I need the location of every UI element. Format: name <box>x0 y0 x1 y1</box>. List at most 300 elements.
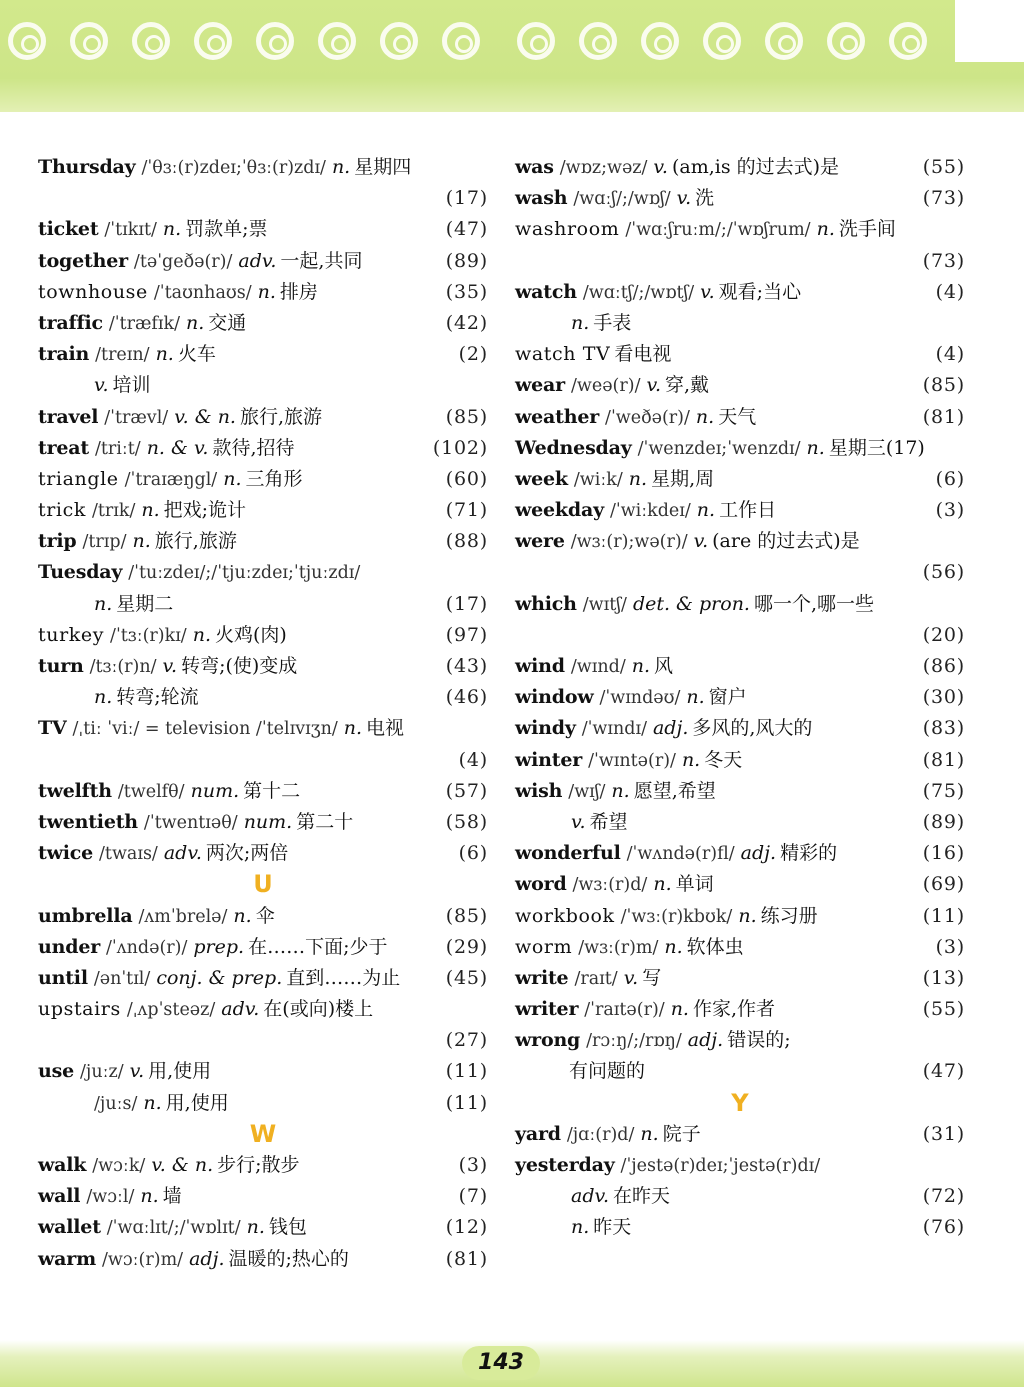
page-ref: (73) <box>922 187 965 210</box>
page-ref: (29) <box>445 935 488 958</box>
phonetic: /ˈtraɪæŋgl/ <box>124 469 218 490</box>
phonetic: /wiːk/ <box>573 469 623 490</box>
headword: use <box>38 1060 74 1083</box>
page-ref: (4) <box>935 343 965 366</box>
headword: Wednesday <box>515 436 632 459</box>
meaning: 星期三(17) <box>828 436 925 459</box>
meaning: 用,使用 <box>165 1091 229 1114</box>
meaning: 软体虫 <box>686 935 744 958</box>
headword: week <box>515 467 568 490</box>
headword: wish <box>515 779 563 802</box>
glossary-entry <box>38 1056 488 1087</box>
glossary-entry <box>38 838 488 869</box>
part-of-speech: n. <box>571 311 590 334</box>
meaning: 用,使用 <box>148 1060 212 1083</box>
part-of-speech: n. <box>246 1216 265 1239</box>
part-of-speech: n. <box>640 1122 659 1145</box>
headword: wind <box>515 655 565 677</box>
meaning: 手表 <box>593 311 632 334</box>
phonetic: /wɜː(r);wə(r)/ <box>570 532 688 553</box>
meaning: 昨天 <box>593 1216 632 1239</box>
part-of-speech: n. <box>94 592 113 615</box>
page-ref: (3) <box>935 499 965 522</box>
glossary-entry <box>38 214 488 245</box>
part-of-speech: n. <box>806 436 825 459</box>
glossary-entry <box>38 932 488 963</box>
phonetic: /ˈwɑːlɪt/;/ˈwɒlɪt/ <box>106 1218 241 1239</box>
header-corner <box>955 0 1024 62</box>
entry-continuation <box>515 246 965 277</box>
glossary-entry <box>38 495 488 526</box>
entry-continuation <box>515 308 965 339</box>
meaning: 温暖的;热心的 <box>228 1247 349 1270</box>
headword: turn <box>38 655 84 677</box>
part-of-speech: n. <box>628 467 648 490</box>
headword: townhouse <box>38 280 148 303</box>
glossary-entry <box>515 713 965 744</box>
glossary-entry <box>38 713 488 744</box>
page-ref: (2) <box>458 343 488 366</box>
phonetic: /ənˈtɪl/ <box>93 968 151 989</box>
part-of-speech: n. <box>343 717 363 740</box>
part-of-speech: adj. <box>740 842 777 865</box>
ring-icon <box>442 22 480 60</box>
part-of-speech: v. <box>676 187 692 210</box>
page-ref: (60) <box>445 467 488 490</box>
phonetic: /trɪp/ <box>82 532 127 553</box>
headword: watch <box>515 280 577 303</box>
phonetic: /wɪnd/ <box>570 657 626 677</box>
page-ref: (73) <box>922 249 965 272</box>
phonetic: /wɪʃ/ <box>568 781 606 802</box>
glossary-entry <box>38 402 488 433</box>
meaning: 愿望,希望 <box>633 779 716 802</box>
part-of-speech: n. <box>257 280 276 303</box>
headword: trip <box>38 530 77 553</box>
part-of-speech: num. <box>190 779 240 802</box>
page-ref: (81) <box>922 405 965 428</box>
part-of-speech: v. <box>162 655 178 677</box>
part-of-speech: n. <box>141 499 160 522</box>
glossary-entry <box>515 277 965 308</box>
part-of-speech: n. <box>696 499 716 522</box>
page-ref: (75) <box>922 779 965 802</box>
headword: walk <box>38 1154 87 1176</box>
part-of-speech: v. <box>653 156 668 178</box>
page-ref: (56) <box>922 561 965 584</box>
ring-icon <box>889 22 927 60</box>
phonetic: /ˈwiːkdeɪ/ <box>609 501 691 522</box>
part-of-speech: v. <box>94 374 109 397</box>
meaning: 洗 <box>695 187 715 210</box>
page-ref: (85) <box>445 904 488 927</box>
page-ref: (17) <box>445 592 488 615</box>
headword: windy <box>515 717 576 740</box>
entry-continuation <box>515 807 965 838</box>
headword: twice <box>38 842 94 865</box>
page-ref: (30) <box>922 686 965 709</box>
glossary-entry <box>515 1025 965 1056</box>
glossary-entry <box>515 464 965 495</box>
ring-icon <box>194 22 232 60</box>
glossary-entry <box>38 277 488 308</box>
headword: ticket <box>38 218 99 241</box>
meaning: 院子 <box>662 1122 701 1145</box>
headword: together <box>38 249 128 272</box>
meaning: 单词 <box>675 873 714 896</box>
section-letter: Y <box>731 1088 749 1117</box>
page-ref: (46) <box>445 686 488 709</box>
phonetic: /wɒz;wəz/ <box>559 158 648 178</box>
headword: winter <box>515 748 583 771</box>
meaning: 钱包 <box>268 1216 307 1239</box>
page-ref: (55) <box>922 156 965 178</box>
page-ref: (97) <box>445 623 488 646</box>
glossary-entry <box>515 1150 965 1181</box>
phonetic: /raɪt/ <box>574 968 618 989</box>
glossary-entry <box>515 963 965 994</box>
page-ref: (4) <box>458 748 488 771</box>
meaning: 步行;散步 <box>217 1154 300 1176</box>
part-of-speech: n. <box>611 779 630 802</box>
ring-icon <box>765 22 803 60</box>
meaning: 款待,招待 <box>212 436 295 459</box>
meaning: 旅行,旅游 <box>154 530 237 553</box>
part-of-speech: adv. <box>571 1185 610 1208</box>
headword: which <box>515 592 577 615</box>
phonetic: /tɜː(r)n/ <box>89 657 157 677</box>
phonetic: /ˈwɜː(r)kbʊk/ <box>620 906 733 927</box>
glossary-entry <box>38 651 488 682</box>
ring-icon <box>380 22 418 60</box>
glossary-entry <box>515 339 965 370</box>
glossary-entry <box>515 370 965 401</box>
page-ref: (12) <box>445 1216 488 1239</box>
section-letter: W <box>249 1119 277 1148</box>
meaning: 穿,戴 <box>665 374 710 397</box>
glossary-entry <box>38 994 488 1025</box>
page-number: 143 <box>462 1346 540 1380</box>
glossary-entry <box>38 620 488 651</box>
part-of-speech: n. <box>143 1091 162 1114</box>
meaning: 把戏;诡计 <box>163 499 247 522</box>
ring-icon <box>517 22 555 60</box>
meaning: 转弯;(使)变成 <box>181 655 298 677</box>
phonetic: /juːs/ <box>94 1093 138 1114</box>
phonetic: /ˌʌpˈsteəz/ <box>126 1000 216 1021</box>
headword: under <box>38 935 101 958</box>
phonetic: /trɪk/ <box>91 501 136 522</box>
headword: upstairs <box>38 998 121 1021</box>
headword: train <box>38 343 90 366</box>
page-ref: (81) <box>445 1247 488 1270</box>
phonetic: /təˈgeðə(r)/ <box>133 251 233 272</box>
part-of-speech: adv. <box>163 842 202 865</box>
meaning: 转弯;轮流 <box>116 686 199 709</box>
meaning: 窗户 <box>708 686 747 709</box>
phonetic: /weə(r)/ <box>570 376 641 397</box>
meaning: 火鸡(肉) <box>215 623 287 646</box>
page-ref: (13) <box>922 966 965 989</box>
phonetic: /ˈtɜː(r)kɪ/ <box>110 625 187 646</box>
headword: wrong <box>515 1029 581 1052</box>
page-ref: (6) <box>935 467 965 490</box>
phonetic: /wɔːl/ <box>86 1187 135 1208</box>
meaning: 电视 <box>366 717 405 740</box>
phonetic: /wɑːtʃ/;/wɒtʃ/ <box>582 282 695 303</box>
ring-icon <box>703 22 741 60</box>
phonetic: /ˌtiː ˈviː/ = television /ˈtelɪvɪʒn/ <box>72 719 338 740</box>
phonetic: /treɪn/ <box>95 345 150 366</box>
headword: window <box>515 686 594 709</box>
glossary-entry <box>515 183 965 214</box>
part-of-speech: adj. <box>687 1029 724 1052</box>
ring-icon <box>579 22 617 60</box>
meaning: 看电视 <box>614 343 672 366</box>
glossary-entry <box>515 152 965 183</box>
phonetic: /ˈʌndə(r)/ <box>106 937 188 958</box>
part-of-speech: adv. <box>221 998 260 1021</box>
part-of-speech: n. <box>192 623 211 646</box>
page-ref: (45) <box>445 966 488 989</box>
phonetic: /ˈweðə(r)/ <box>605 407 690 428</box>
glossary-entry <box>38 557 488 588</box>
meaning: 旅行,旅游 <box>239 405 323 428</box>
part-of-speech: v. & n. <box>174 405 236 428</box>
headword: wash <box>515 187 568 210</box>
meaning: 培训 <box>112 374 151 397</box>
ring-icon <box>8 22 46 60</box>
entry-continuation <box>515 1056 965 1087</box>
phonetic: /ˈwɪndɪ/ <box>581 719 647 740</box>
glossary-entry <box>38 901 488 932</box>
glossary-entry <box>515 869 965 900</box>
glossary-entry <box>515 745 965 776</box>
ring-icon <box>132 22 170 60</box>
headword: wear <box>515 374 565 397</box>
page-ref: (81) <box>922 748 965 771</box>
headword: Tuesday <box>38 561 123 584</box>
page-ref: (47) <box>445 218 488 241</box>
meaning: 两次;两倍 <box>205 842 289 865</box>
glossary-entry <box>515 495 965 526</box>
glossary-entry <box>515 651 965 682</box>
phonetic: /ˈjestə(r)deɪ;ˈjestə(r)dɪ/ <box>620 1156 821 1176</box>
glossary-entry <box>38 807 488 838</box>
phonetic: /wɜː(r)m/ <box>578 937 659 958</box>
entry-continuation <box>38 589 488 620</box>
headword: yesterday <box>515 1154 615 1176</box>
headword: treat <box>38 436 89 459</box>
headword: writer <box>515 998 579 1021</box>
entry-continuation <box>515 1212 965 1243</box>
glossary-entry <box>515 994 965 1025</box>
meaning: 三角形 <box>245 467 303 490</box>
headword: yard <box>515 1122 561 1145</box>
entry-continuation <box>515 620 965 651</box>
meaning: 工作日 <box>719 499 777 522</box>
headword: washroom <box>515 218 620 241</box>
headword: were <box>515 530 565 553</box>
headword: travel <box>38 405 99 428</box>
meaning: 作家,作者 <box>692 998 776 1021</box>
headword: weekday <box>515 499 604 522</box>
phonetic: /ˈtɪkɪt/ <box>104 220 157 241</box>
entry-continuation <box>515 557 965 588</box>
phonetic: /juːz/ <box>80 1062 124 1083</box>
phonetic: /jɑː(r)d/ <box>566 1124 635 1145</box>
ring-icon <box>256 22 294 60</box>
meaning: 星期二 <box>116 592 174 615</box>
part-of-speech: n. <box>664 935 683 958</box>
headword: twelfth <box>38 779 112 802</box>
part-of-speech: n. <box>185 311 205 334</box>
part-of-speech: n. <box>816 218 835 241</box>
meaning: 有问题的 <box>569 1060 646 1083</box>
headword: warm <box>38 1247 96 1270</box>
headword: until <box>38 966 88 989</box>
phonetic: /twaɪs/ <box>99 844 158 865</box>
glossary-entry <box>38 1212 488 1243</box>
headword: twentieth <box>38 810 138 833</box>
glossary-entry <box>515 402 965 433</box>
glossary-entry <box>38 1244 488 1275</box>
glossary-entry <box>38 433 488 464</box>
page-ref: (86) <box>922 655 965 677</box>
phonetic: /ˈwɑːʃruːm/;/ˈwɒʃrum/ <box>625 220 811 241</box>
page-ref: (42) <box>445 311 488 334</box>
meaning: 风 <box>654 655 674 677</box>
part-of-speech: v. & n. <box>151 1154 214 1176</box>
glossary-entry <box>515 589 965 620</box>
part-of-speech: n. <box>233 904 252 927</box>
part-of-speech: n. <box>162 218 182 241</box>
entry-continuation <box>38 745 488 776</box>
glossary-entry <box>38 152 488 183</box>
phonetic: /wɔː(r)m/ <box>101 1249 184 1270</box>
page-ref: (27) <box>445 1029 488 1052</box>
meaning: 罚款单;票 <box>185 218 268 241</box>
headword: turkey <box>38 623 105 646</box>
headword: watch TV <box>515 343 611 366</box>
page-ref: (7) <box>458 1185 488 1208</box>
part-of-speech: n. <box>681 748 701 771</box>
meaning: 伞 <box>255 904 275 927</box>
page-ref: (31) <box>922 1122 965 1145</box>
glossary-entry <box>515 838 965 869</box>
glossary-entry <box>515 932 965 963</box>
meaning: 火车 <box>177 343 216 366</box>
meaning: 在……下面;少于 <box>248 935 388 958</box>
meaning: 洗手间 <box>838 218 896 241</box>
meaning: 多风的,风大的 <box>692 717 813 740</box>
headword: was <box>515 156 554 178</box>
page-ref: (88) <box>445 530 488 553</box>
meaning: 在(或向)楼上 <box>263 998 374 1021</box>
page-ref: (55) <box>922 998 965 1021</box>
headword: worm <box>515 935 573 958</box>
part-of-speech: n. <box>140 1185 159 1208</box>
page-ref: (89) <box>922 810 965 833</box>
glossary-column-left <box>38 152 488 1275</box>
part-of-speech: n. <box>94 686 113 709</box>
phonetic: /wɑːʃ/;/wɒʃ/ <box>573 189 671 210</box>
part-of-speech: v. <box>129 1060 145 1083</box>
meaning: 一起,共同 <box>280 249 363 272</box>
part-of-speech: n. <box>223 467 242 490</box>
page-ref: (89) <box>445 249 488 272</box>
ring-icon <box>70 22 108 60</box>
headword: workbook <box>515 904 615 927</box>
glossary-entry <box>38 1150 488 1181</box>
part-of-speech: conj. & prep. <box>156 966 283 989</box>
page-ref: (85) <box>445 405 488 428</box>
page-ref: (11) <box>445 1091 488 1114</box>
part-of-speech: n. <box>653 873 672 896</box>
part-of-speech: adj. <box>189 1247 225 1270</box>
glossary-entry <box>38 308 488 339</box>
headword: umbrella <box>38 904 133 927</box>
phonetic: /ˈtwentɪəθ/ <box>143 812 238 833</box>
phonetic: /ˈθɜː(r)zdeɪ;ˈθɜː(r)zdɪ/ <box>141 158 326 178</box>
glossary-entry <box>38 339 488 370</box>
page-ref: (47) <box>922 1060 965 1083</box>
phonetic: /wɪtʃ/ <box>582 594 627 615</box>
headword: wonderful <box>515 842 621 865</box>
entry-continuation <box>38 370 488 401</box>
page-ref: (72) <box>922 1185 965 1208</box>
section-letter: U <box>253 870 273 899</box>
phonetic: /ˈwenzdeɪ;ˈwenzdɪ/ <box>637 438 801 459</box>
part-of-speech: n. <box>631 655 650 677</box>
glossary-entry <box>38 776 488 807</box>
phonetic: /ˈtuːzdeɪ/;/ˈtjuːzdeɪ;ˈtjuːzdɪ/ <box>128 563 361 584</box>
phonetic: /ˈtaʊnhaʊs/ <box>153 282 252 303</box>
meaning: 交通 <box>208 311 247 334</box>
ring-icon <box>318 22 356 60</box>
part-of-speech: adj. <box>652 717 689 740</box>
page-ref: (43) <box>445 655 488 677</box>
phonetic: /wɜː(r)d/ <box>572 875 648 896</box>
headword: trick <box>38 499 86 522</box>
header-band <box>0 0 1024 112</box>
glossary-entry <box>515 526 965 557</box>
meaning: 错误的; <box>727 1029 791 1052</box>
glossary-entry <box>38 464 488 495</box>
meaning: 哪一个,哪一些 <box>753 592 875 615</box>
meaning: 星期,周 <box>651 467 715 490</box>
ring-icon <box>641 22 679 60</box>
part-of-speech: adv. <box>238 249 277 272</box>
part-of-speech: n. <box>155 343 174 366</box>
meaning: 写 <box>642 966 662 989</box>
part-of-speech: num. <box>243 810 293 833</box>
headword: weather <box>515 405 600 428</box>
meaning: 星期四 <box>354 156 412 178</box>
meaning: 第十二 <box>243 779 301 802</box>
meaning: 练习册 <box>760 904 818 927</box>
page-ref: (17) <box>445 187 488 210</box>
phonetic: /ˈwɪntə(r)/ <box>588 750 676 771</box>
meaning: 观看;当心 <box>718 280 802 303</box>
meaning: 墙 <box>162 1185 182 1208</box>
phonetic: /ˈtrævl/ <box>104 407 169 428</box>
glossary-entry <box>515 214 965 245</box>
meaning: 在昨天 <box>613 1185 671 1208</box>
entry-continuation <box>38 682 488 713</box>
glossary-entry <box>38 526 488 557</box>
page-ref: (58) <box>445 810 488 833</box>
